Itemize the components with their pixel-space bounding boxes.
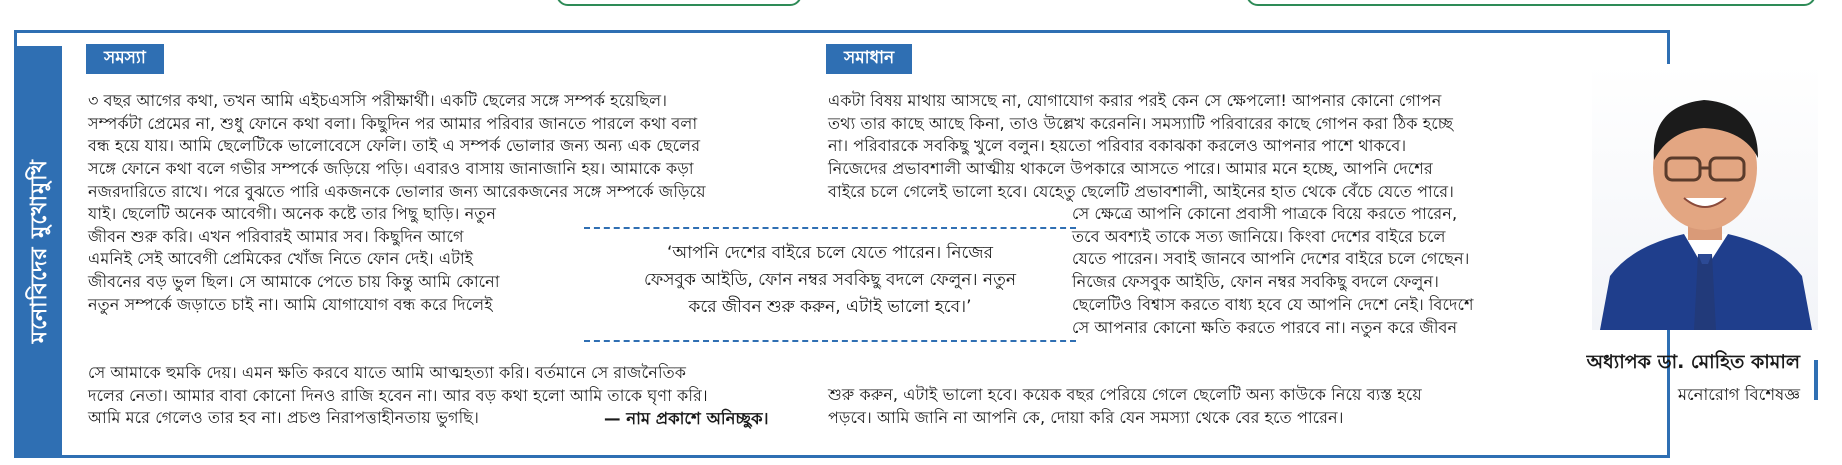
problem-line: বন্ধ হয়ে যায়। আমি ছেলেটিকে ভালোবেসে ফেলি। তাই এ সম্পর্ক ভোলার জন্য অন্য এক ছেলের — [88, 136, 701, 156]
top-left-pill — [556, 0, 802, 6]
solution-body-end — [828, 384, 1422, 429]
quote-line: ‘আপনি দেশের বাইরে চলে যেতে পারেন। নিজের — [667, 243, 993, 263]
problem-heading — [86, 44, 164, 74]
problem-line: আমি মরে গেলেও তার হব না। প্রচণ্ড নিরাপত্তাহীনতায় ভুগছি। — [88, 408, 479, 428]
section-label-band — [16, 46, 62, 456]
problem-body-narrow — [88, 203, 500, 317]
problem-line: এমনিই সেই আবেগী প্রেমিকের খোঁজ নিতে ফোন দেই। এটাই — [88, 249, 474, 269]
solution-body-narrow — [1072, 203, 1474, 339]
expert-photo — [1592, 64, 1818, 330]
solution-line: যেতে পারেন। সবাই জানবে আপনি দেশের বাইরে চলে গেছেন। — [1072, 249, 1470, 269]
problem-line: যাই। ছেলেটি অনেক আবেগী। অনেক কষ্টে তার পিছু ছাড়ি। নতুন — [88, 204, 497, 223]
solution-line: ছেলেটিও বিশ্বাস করতে বাধ্য হবে যে আপনি দেশে নেই। বিদেশে — [1072, 294, 1474, 314]
expert-accent-bar — [1814, 360, 1818, 400]
solution-line: নিজের ফেসবুক আইডি, ফোন নম্বর সবকিছু বদলে ফেলুন। — [1072, 272, 1439, 292]
problem-line: নতুন সম্পর্কে জড়াতে চাই না। আমি যোগাযোগ বন্ধ করে দিলেই — [88, 294, 493, 314]
solution-body-top — [828, 90, 1454, 204]
expert-designation: মনোরোগ বিশেষজ্ঞ — [1677, 385, 1800, 404]
solution-line: একটা বিষয় মাথায় আসছে না, যোগাযোগ করার পরই কেন সে ক্ষেপলো! আপনার কোনো গোপন — [828, 91, 1442, 110]
problem-body-top — [88, 90, 706, 204]
solution-line: সে আপনার কোনো ক্ষতি করতে পারবে না। নতুন করে জীবন — [1072, 317, 1458, 337]
solution-heading-text: সমাধান — [844, 48, 895, 68]
solution-line: বাইরে চলে গেলেই ভালো হবে। যেহেতু ছেলেটি প্রভাবশালী, আইনের হাত থেকে বেঁচে যেতে পারে। — [828, 181, 1454, 201]
problem-line: সঙ্গে ফোনে কথা বলে গভীর সম্পর্কে জড়িয়ে পড়ি। এবারও বাসায় জানাজানি হয়। আমাকে কড়া — [88, 159, 694, 179]
solution-line: পড়বে। আমি জানি না আপনি কে, দোয়া করি যেন সমস্যা থেকে বের হতে পারেন। — [828, 407, 1344, 427]
problem-line: জীবন শুরু করি। এখন পরিবারই আমার সব। কিছুদিন আগে — [88, 226, 464, 246]
top-right-pill — [1246, 0, 1816, 6]
solution-line: তবে অবশ্যই তাকে সত্য জানিয়ে। কিংবা দেশের বাইরে চলে — [1072, 226, 1446, 246]
solution-line: না। পরিবারকে সবকিছু খুলে বলুন। হয়তো পরিবার বকাঝকা করলেও আপনার পাশে থাকবে। — [828, 136, 1407, 156]
quote-bottom-rule — [584, 340, 1076, 342]
pull-quote — [584, 240, 1076, 321]
section-label: মনোবিদের মুখোমুখি — [26, 158, 52, 344]
quote-line: ফেসবুক আইডি, ফোন নম্বর সবকিছু বদলে ফেলুন। নতুন — [643, 270, 1016, 290]
solution-line: তথ্য তার কাছে আছে কিনা, তাও উল্লেখ করেননি। সমস্যাটি পরিবারের কাছে গোপন করা ঠিক হচ্ছে — [828, 113, 1454, 133]
problem-line: ৩ বছর আগের কথা, তখন আমি এইচএসসি পরীক্ষার্থী। একটি ছেলের সঙ্গে সম্পর্ক হয়েছিল। — [88, 91, 667, 110]
problem-signature: — নাম প্রকাশে অনিচ্ছুক। — [604, 409, 769, 428]
problem-line: জীবনের বড় ভুল ছিল। সে আমাকে পেতে চায় কিন্তু আমি কোনো — [88, 272, 500, 292]
solution-heading — [826, 44, 912, 74]
solution-line: নিজেদের প্রভাবশালী আত্মীয় থাকলে উপকারে আসতে পারে। আমার মনে হচ্ছে, আপনি দেশের — [828, 159, 1433, 179]
quote-top-rule — [584, 227, 1076, 229]
solution-line: শুরু করুন, এটাই ভালো হবে। কয়েক বছর পেরিয়ে গেলে ছেলেটি অন্য কাউকে নিয়ে ব্যস্ত হয়ে — [828, 385, 1422, 404]
problem-line: নজরদারিতে রাখে। পরে বুঝতে পারি একজনকে ভোলার জন্য আরেকজনের সঙ্গে সম্পর্কে জড়িয়ে — [88, 181, 706, 201]
problem-line: দলের নেতা। আমার বাবা কোনো দিনও রাজি হবেন না। আর বড় কথা হলো আমি তাকে ঘৃণা করি। — [88, 385, 708, 405]
expert-name: অধ্যাপক ডা. মোহিত কামাল — [1586, 351, 1800, 373]
problem-line: সম্পর্কটা প্রেমের না, শুধু ফোনে কথা বলা। কিছুদিন পর আমার পরিবার জানতে পারলে কথা বলা — [88, 113, 698, 133]
problem-line: সে আমাকে হুমকি দেয়। এমন ক্ষতি করবে যাতে আমি আত্মহত্যা করি। বর্তমানে সে রাজনৈতিক — [88, 363, 687, 382]
quote-line: করে জীবন শুরু করুন, এটাই ভালো হবে।’ — [688, 297, 972, 317]
problem-heading-text: সমস্যা — [104, 48, 146, 68]
solution-line: সে ক্ষেত্রে আপনি কোনো প্রবাসী পাত্রকে বিয়ে করতে পারেন, — [1072, 204, 1458, 223]
